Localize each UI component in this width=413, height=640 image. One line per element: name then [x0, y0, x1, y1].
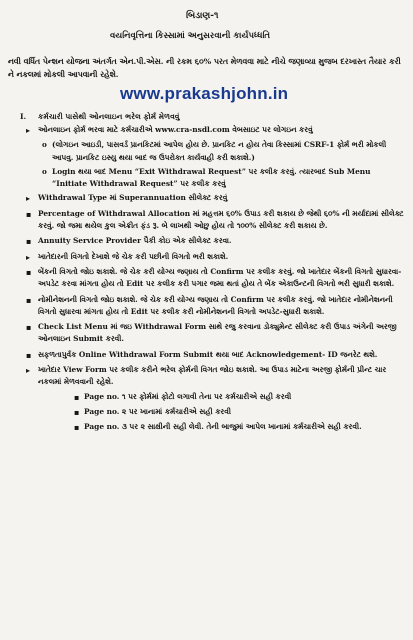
list-item: ▪ બેંકની વિગતો જોઇ શકાશે. જે ચેક કરી યોગ્ય જણાય તો Confirm પર કલીક કરવું. જો ખાતેદાર બેંકની વિગતો સુધારવા-અપડેટ કરવા માંગતા હોય તો Edit પર કલીક કરી પગાર જમા થતાં હોય તે બેંક એકાઉન્ટની વિગતો ભરી સુધારી શકાશે.	[20, 266, 406, 290]
document-heading: વયનિવૃત્તિના કિસ્સામાં અનુસરવાની કાર્યપધ્ધતિ	[110, 31, 271, 41]
list-item: o (લોગઇન આઇડી, પાસવર્ડ પ્રાનકિટમાં આપેલ હોય છે. પ્રાનકિટ ન હોય તેવા કિસ્સામાં CSRF-1 ફોર્મ ભરી મોકલી આપવુ. પ્રાનકિટ ઇસ્યુ થયા બાદ જ ઉપરોક્ત કાર્યવાહી કરી શકાશે.)	[20, 139, 406, 163]
list-item-text: ખાતેદાર View Form પર કલીક કરીને ભરેલ ફોર્મની વિગત જોઇ શકાશે. આ ઉપાડ માટેના અરજી ફોર્મની પ્રીન્ટ ચાર નકલમાં મેળવવાની રહેશે.	[38, 365, 387, 387]
list-item: ▸ ઓનલાઇન ફોર્મ ભરવા માટે કર્મચારીએ www.cra-nsdl.com વેબસાઇટ પર લોગઇન કરવું	[20, 124, 406, 136]
annexure-title: બિડાણ-૧	[186, 11, 219, 21]
list-item: ▪ Annuity Service Provider પૈકી કોઇ એક સીલેક્ટ કરવા.	[20, 235, 406, 247]
page-instruction-item: ▪ Page no. ૧ પર ફોર્મમાં ફોટો લગાવી તેના પર કર્મચારીએ સહી કરવી	[38, 391, 406, 403]
instruction-list	[20, 124, 406, 436]
intro-paragraph: નવી વર્ધિત પેન્શન યોજના અંતર્ગત એન.પી.એસ. ની રકમ ૬૦% પરત મેળવવા માટે નીચે જણાવ્યા મુજબ દરખાસ્ત તૈયાર કરી ને નકલમાં મોકલી આપવાની રહેશે.	[8, 57, 401, 79]
watermark-text: www.prakashjohn.in	[120, 84, 289, 103]
list-item: ▪ Check List Menu માં જઇ Withdrawal Form સાથે રજુ કરવાના ડોક્યુમેન્ટ સીલેક્ટ કરી ઉપાડ અંગેની અરજી ઓનલાઇન Submit કરવી.	[20, 321, 406, 345]
section-title: કર્મચારી પાસેથી ઓનલાઇન ભરેલ ફોર્મ મેળવવું	[38, 112, 180, 121]
page-instruction-item: ▪ Page no. ૨ પર ખાનામાં કર્મચારીએ સહી કરવી	[38, 406, 406, 418]
list-item: ▪ નોમીનેશનની વિગતો જોઇ શકાશે. જે ચેક કરી યોગ્ય જણાય તો Confirm પર કલીક કરવું. જો ખાતેદાર નોમીનેશનની વિગતો સુધારવા માંગતા હોય તો Edit પર કલીક કરી નોમીનેશનની વિગતો અપડેટ-સુધારી શકાશે.	[20, 294, 406, 318]
section-heading	[20, 112, 180, 122]
list-item: ▸ ખાતેદારની વિગતો દેખાશે જે ચેક કરી પછીની વિગતો ભરી શકાશે.	[20, 251, 406, 263]
list-item: ▪ Percentage of Withdrawal Allocation માં મહત્તમ ૬૦% ઉપાડ કરી શકાય છે જેથી ૬૦% ની મર્યાદામાં સીલેક્ટ કરવું. જો જમા થયેલ કુલ એક્રીત ફંડ રૂ. બે લાખથી ઓછુ હોય તો ૧૦૦% સીલેક્ટ કરી શકાય છે.	[20, 208, 406, 232]
list-item: ▪ સફળતાપુર્વક Online Withdrawal Form Submit થયા બાદ Acknowledgement- ID જનરેટ થશે.	[20, 349, 406, 361]
list-item: ▸ Withdrawal Type માં Superannuation સીલેક્ટ કરવું	[20, 192, 406, 204]
list-item	[20, 364, 406, 433]
page-instruction-item: ▪ Page no. ૩ પર ૨ સાક્ષીની સહી લેવી. તેની બાજુમાં આપેલ ખાનામાં કર્મચારીએ સહી કરવી.	[38, 421, 406, 433]
list-item: o Login થયા બાદ Menu “Exit Withdrawal Request” પર કલીક કરવું. ત્યારબાદ Sub Menu “Initiate Withdrawal Request” પર કલીક કરવું	[20, 166, 406, 190]
page-instruction-list	[38, 391, 406, 434]
section-number: I.	[20, 112, 27, 121]
